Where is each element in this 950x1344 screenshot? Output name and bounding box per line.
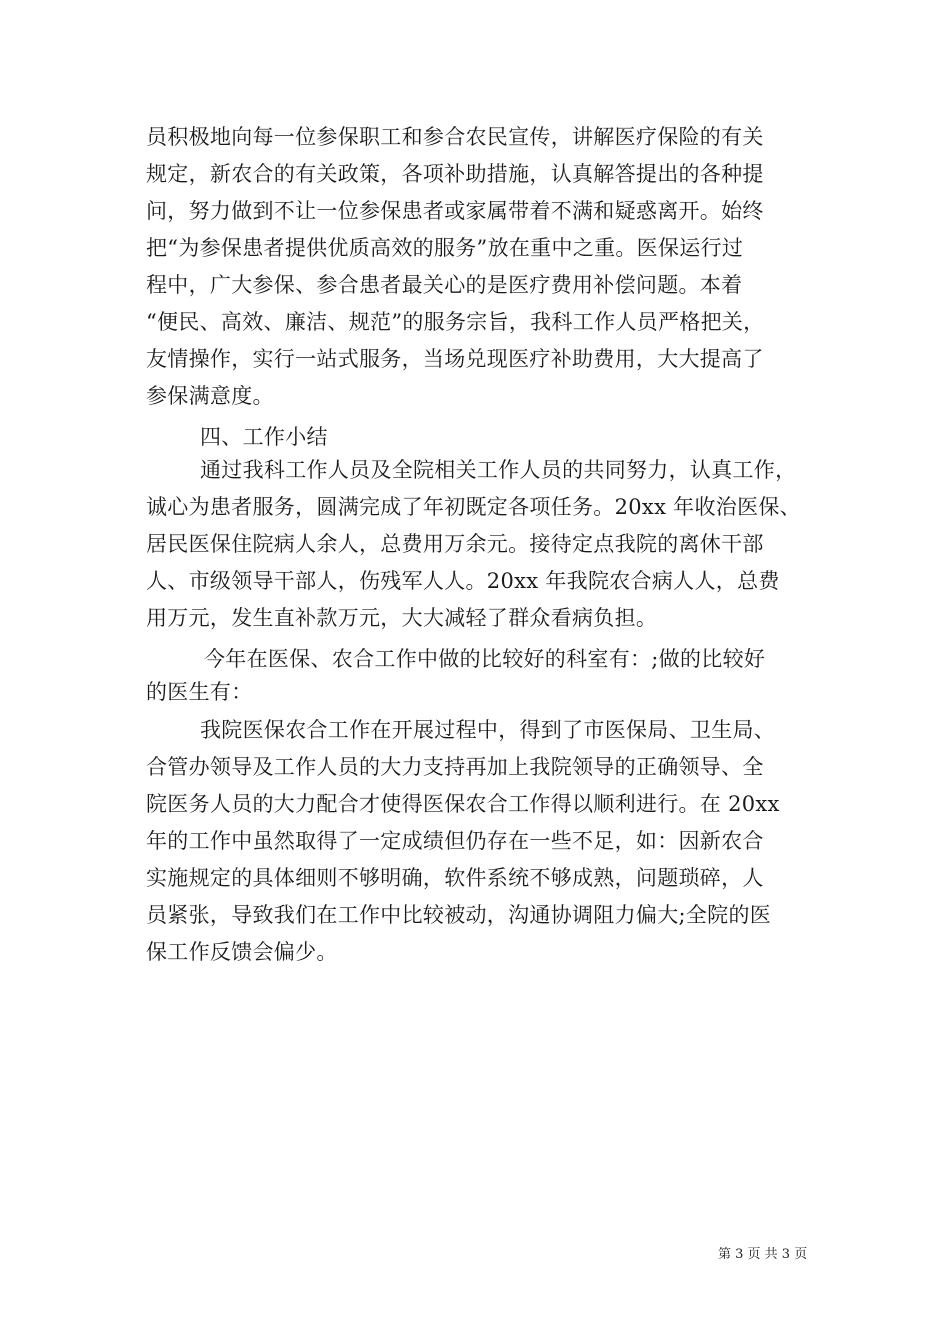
page-number: 第 3 页 共 3 页 <box>718 1247 808 1262</box>
text-line: 实施规定的具体细则不够明确，软件系统不够成熟，问题琐碎，人 <box>146 866 764 890</box>
text-line: 保工作反馈会偏少。 <box>146 940 338 964</box>
text-line: 员积极地向每一位参保职工和参合农民宣传，讲解医疗保险的有关 <box>146 125 764 149</box>
text-line: 人、市级领导干部人，伤残军人人。20xx 年我院农合病人人，总费 <box>146 569 780 593</box>
text-line: 居民医保住院病人余人，总费用万余元。接待定点我院的离休干部 <box>146 532 764 556</box>
text-line: “便民、高效、廉洁、规范”的服务宗旨，我科工作人员严格把关， <box>146 310 765 334</box>
text-line: 院医务人员的大力配合才使得医保农合工作得以顺利进行。在 20xx <box>146 792 780 816</box>
text-line: 程中，广大参保、参合患者最关心的是医疗费用补偿问题。本着 <box>146 273 743 297</box>
text-line: 诚心为患者服务，圆满完成了年初既定各项任务。20xx 年收治医保、 <box>146 495 801 519</box>
section-heading: 四、工作小结 <box>200 425 328 449</box>
text-line: 参保满意度。 <box>146 384 274 408</box>
text-line: 我院医保农合工作在开展过程中，得到了市医保局、卫生局、 <box>200 718 776 742</box>
text-line: 问，努力做到不让一位参保患者或家属带着不满和疑惑离开。始终 <box>146 199 764 223</box>
text-line: 用万元，发生直补款万元，大大减轻了群众看病负担。 <box>146 606 658 630</box>
text-line: 今年在医保、农合工作中做的比较好的科室有：;做的比较好 <box>204 647 766 671</box>
text-line: 的医生有： <box>146 680 253 704</box>
text-line: 友情操作，实行一站式服务，当场兑现医疗补助费用，大大提高了 <box>146 347 764 371</box>
text-line: 规定，新农合的有关政策，各项补助措施，认真解答提出的各种提 <box>146 162 764 186</box>
text-line: 年的工作中虽然取得了一定成绩但仍存在一些不足，如：因新农合 <box>146 829 764 853</box>
text-line: 员紧张，导致我们在工作中比较被动，沟通协调阻力偏大;全院的医 <box>146 903 772 927</box>
text-line: 把“为参保患者提供优质高效的服务”放在重中之重。医保运行过 <box>146 236 744 260</box>
text-line: 通过我科工作人员及全院相关工作人员的共同努力，认真工作， <box>200 458 797 482</box>
text-line: 合管办领导及工作人员的大力支持再加上我院领导的正确领导、全 <box>146 755 764 779</box>
